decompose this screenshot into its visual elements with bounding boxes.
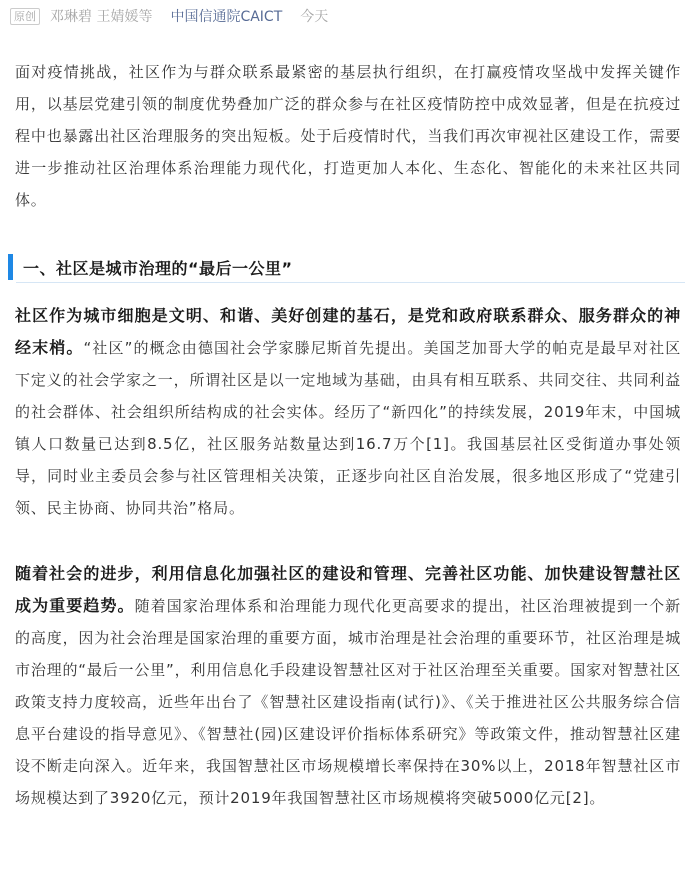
section-title: 一、社区是城市治理的“最后一公里” xyxy=(23,258,293,278)
original-badge: 原创 xyxy=(10,8,40,25)
article-meta xyxy=(10,6,328,26)
publish-date: 今天 xyxy=(300,9,329,25)
section-heading xyxy=(8,252,685,282)
paragraph-1-lead: 社区作为城市细胞是文明、和谐、美好创建的基石，是党和政府联系群众、服务群众的神经末梢。 xyxy=(15,306,681,357)
account-link[interactable]: 中国信通院CAICT xyxy=(170,9,283,25)
paragraph-2-text: 随着国家治理体系和治理能力现代化更高要求的提出，社区治理被提到一个新的高度，因为社会治理是国家治理的重要方面，城市治理是社会治理的重要环节，社区治理是城市治理的“最后一公里”，利用信息化手段建设智慧社区对于社区治理至关重要。国家对智慧社区政策支持力度较高，近些年出台了《智慧社区建设指南(试行)》、《关于推进社区公共服务综合信息平台建设的指导意见》、《智慧社(园)区建设评价指标体系研究》等政策文件，推动智慧社区建设不断走向深入。近年来，我国智慧社区市场规模增长率保持在30%以上，2018年智慧社区市场规模达到了3920亿元，预计2019年我国智慧社区市场规模将突破5000亿元[2]。 xyxy=(15,597,681,807)
paragraph-1-text: “社区”的概念由德国社会学家滕尼斯首先提出。美国芝加哥大学的帕克是最早对社区下定义的社会学家之一，所谓社区是以一定地域为基础，由具有相互联系、共同交往、共同利益的社会群体、社会组织所结构成的社会实体。经历了“新四化”的持续发展，2019年末，中国城镇人口数量已达到8.5亿，社区服务站数量达到16.7万个[1]。我国基层社区受街道办事处领导，同时业主委员会参与社区管理相关决策，正逐步向社区自治发展，很多地区形成了“党建引领、民主协商、协同共治”格局。 xyxy=(15,339,681,517)
intro-paragraph: 面对疫情挑战，社区作为与群众联系最紧密的基层执行组织，在打赢疫情攻坚战中发挥关键作用，以基层党建引领的制度优势叠加广泛的群众参与在社区疫情防控中成效显著，但是在抗疫过程中也暴露出社区治理服务的突出短板。处于后疫情时代，当我们再次审视社区建设工作，需要进一步推动社区治理体系治理能力现代化，打造更加人本化、生态化、智能化的未来社区共同体。 xyxy=(15,63,681,209)
section-divider xyxy=(16,282,685,283)
author-names: 邓琳碧 王婧媛等 xyxy=(50,9,153,25)
paragraph-2-lead: 随着社会的进步，利用信息化加强社区的建设和管理、完善社区功能、加快建设智慧社区成为重要趋势。 xyxy=(15,564,681,615)
body-paragraph-2 xyxy=(15,558,681,814)
section-accent-bar xyxy=(8,254,13,280)
body-paragraph-1 xyxy=(15,300,681,524)
